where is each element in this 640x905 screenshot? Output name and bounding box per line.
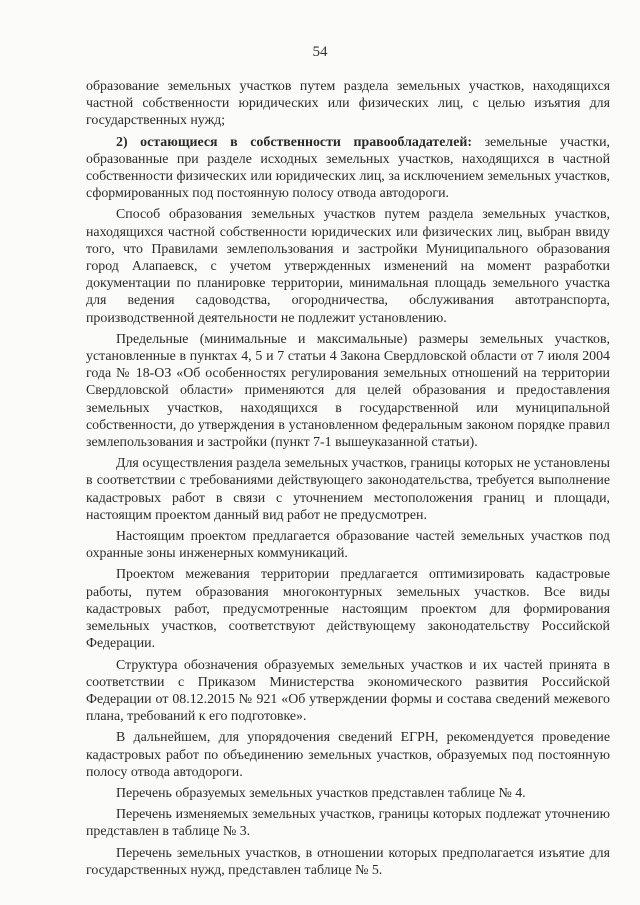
paragraph-10: Перечень образуемых земельных участков представлен таблице № 4. bbox=[116, 785, 526, 801]
paragraph-6: Настоящим проектом предлагается образование частей земельных участков под охранные зоны инженерных коммуникаций. bbox=[86, 529, 610, 562]
paragraph-9: В дальнейшем, для упорядочения сведений ЕГРН, рекомендуется проведение кадастровых работ по объединению земельных участков, образуемых под постоянную полосу отвода автодороги. bbox=[86, 730, 610, 780]
document-body bbox=[86, 78, 610, 883]
paragraph-12: Перечень земельных участков, в отношении которых предполагается изъятие для государственных нужд, представлен таблице № 5. bbox=[86, 845, 610, 878]
paragraph-8: Структура обозначения образуемых земельных участков и их частей принята в соответствии с Приказом Министерства экономического развития Российской Федерации от 08.12.2015 № 921 «Об утверждении формы и состава сведений межевого плана, требований к его подготовке». bbox=[86, 657, 610, 725]
page-number: 54 bbox=[312, 44, 328, 60]
paragraph-5: Для осуществления раздела земельных участков, границы которых не установлены в соответствии с требованиями действующего законодательства, требуется выполнение кадастровых работ в связи с уточнением местоположения границ и площади, настоящим проектом данный вид работ не предусмотрен. bbox=[86, 456, 610, 523]
paragraph-4: Предельные (минимальные и максимальные) размеры земельных участков, установленные в пунктах 4, 5 и 7 статьи 4 Закона Свердловской области от 7 июля 2004 года № 18-ОЗ «Об особенностях регулирования земельных отношений на территории Свердловской области» применяются для целей образования и предоставления земельных участков, находящихся в государственной или муниципальной собственности, до утверждения в установленном федеральным законом порядке правил землепользования и застройки (пункт 7-1 вышеуказанной статьи). bbox=[86, 331, 610, 451]
paragraph-7: Проектом межевания территории предлагается оптимизировать кадастровые работы, путем образования многоконтурных земельных участков. Все виды кадастровых работ, предусмотренные настоящим проектом для формирования земельных участков, соответствуют действующему законодательству Российской Федерации. bbox=[86, 567, 610, 652]
paragraph-2: 2) остающиеся в собственности правообладателей: земельные участки, образованные при разделе исходных земельных участков, находящихся в частной собственности физических или юридических лиц, за исключением земельных участков, сформированных под постоянную полосу отвода автодороги. bbox=[86, 134, 610, 202]
paragraph-1: образование земельных участков путем раздела земельных участков, находящихся частной собственности юридических или физических лиц, с целью изъятия для государственных нужд; bbox=[86, 79, 610, 129]
paragraph-3: Способ образования земельных участков путем раздела земельных участков, находящихся частной собственности юридических или физических лиц, выбран ввиду того, что Правилами землепользования и застройки Муниципального образования город Алапаевск, с учетом утвержденных изменений на момент разработки документации по планировке территории, минимальная площадь земельного участка для ведения садоводства, огородничества, обслуживания автотранспорта, производственной деятельности не подлежит установлению. bbox=[86, 207, 610, 326]
paragraph-11: Перечень изменяемых земельных участков, границы которых подлежат уточнению представлен в таблице № 3. bbox=[86, 807, 610, 840]
paragraph-2-heading: 2) остающиеся в собственности правообладателей: bbox=[116, 134, 473, 150]
